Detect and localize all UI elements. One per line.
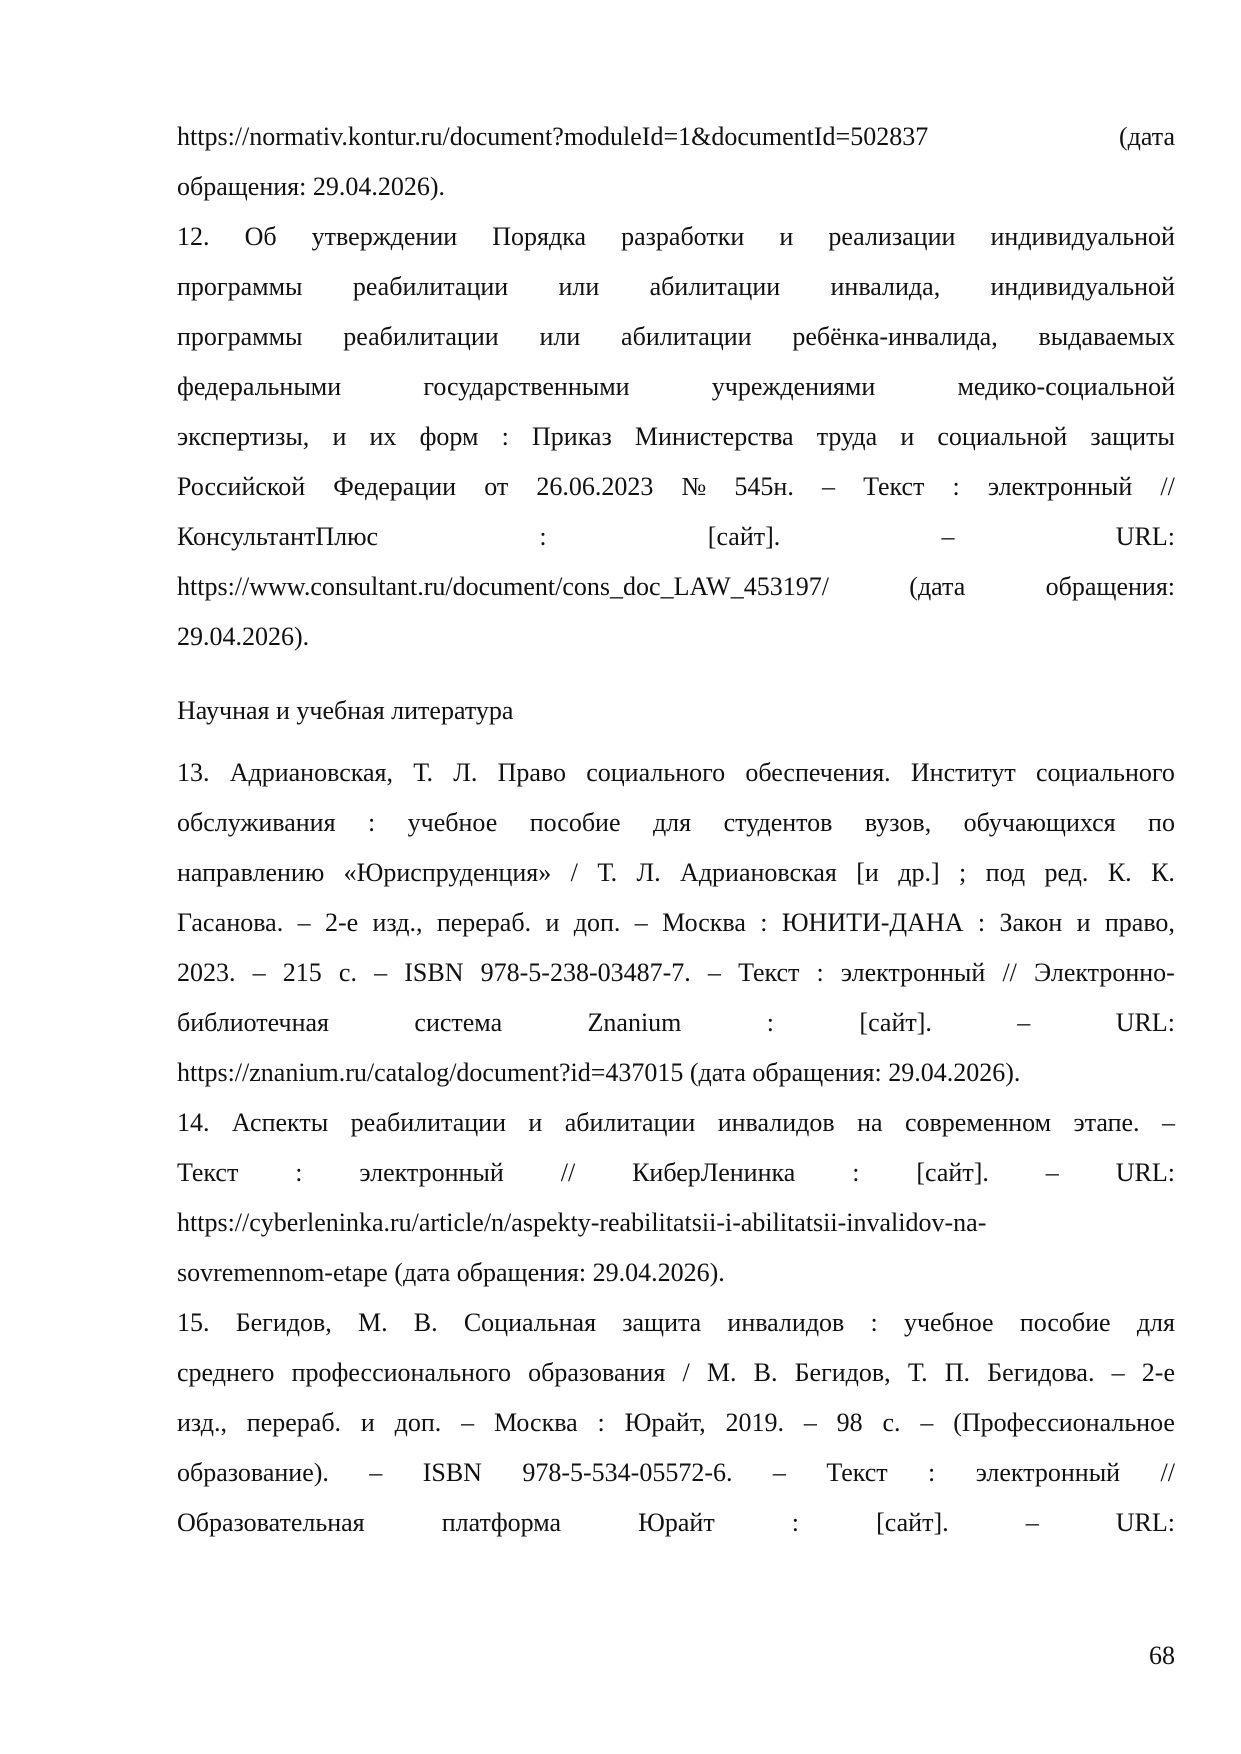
word: https://www.consultant.ru/document/cons_doc_LAW_453197/: [177, 572, 829, 601]
text-line: 29.04.2026).: [177, 622, 310, 651]
word: :: [816, 958, 824, 987]
word: Москва: [493, 1408, 578, 1437]
word: для: [1136, 1308, 1175, 1337]
word: //: [1160, 1458, 1175, 1487]
word: пособие: [1019, 1308, 1111, 1337]
word: под: [985, 858, 1026, 887]
word: 26.06.2023: [536, 472, 654, 501]
text-line: [177, 562, 1175, 612]
word: Бегидова.: [987, 1358, 1095, 1387]
text-line: [177, 412, 1175, 462]
text-line: [177, 512, 1175, 562]
word: реабилитации: [350, 1108, 506, 1137]
text-line: sovremennom-etape (дата обращения: 29.04.2026).: [177, 1258, 725, 1287]
word: Текст: [863, 472, 925, 501]
word: 98: [836, 1408, 863, 1437]
word: на: [857, 1108, 883, 1137]
word: Текст: [177, 1158, 239, 1187]
reference-15: [177, 1298, 1175, 1548]
word: Право: [497, 758, 566, 787]
word: вузов,: [864, 808, 932, 837]
word: Москва: [662, 908, 746, 937]
word: учреждениями: [711, 372, 876, 401]
word: «Юриспруденция»: [343, 858, 552, 887]
word: Юрайт: [638, 1508, 715, 1537]
word: :: [791, 1508, 800, 1537]
word: [сайт].: [707, 522, 781, 551]
word: КонсультантПлюс: [177, 522, 379, 551]
word: ISBN: [404, 958, 464, 987]
word: образование).: [177, 1458, 329, 1487]
word: по: [1148, 808, 1175, 837]
word: Образовательная: [177, 1508, 365, 1537]
text-line: [177, 1298, 1175, 1348]
word: [сайт].: [876, 1508, 949, 1537]
word: К.: [1107, 858, 1132, 887]
word: :: [597, 1408, 605, 1437]
word: ;: [959, 858, 967, 887]
word: :: [928, 1458, 936, 1487]
word: с.: [882, 1408, 901, 1437]
word: обучающихся: [963, 808, 1116, 837]
word: –: [1017, 1008, 1031, 1037]
word: В.: [413, 1308, 438, 1337]
word: доп.: [573, 908, 621, 937]
word: 13.: [177, 758, 210, 787]
word: утверждении: [311, 222, 458, 251]
word: КиберЛенинка: [632, 1158, 796, 1187]
word: Л.: [636, 858, 661, 887]
word: –: [821, 472, 835, 501]
word: Бегидов,: [235, 1308, 332, 1337]
word: 2-е: [324, 908, 359, 937]
word: направлению: [177, 858, 325, 887]
word: (дата: [909, 572, 966, 601]
word: абилитации: [649, 272, 781, 301]
text-line: [177, 462, 1175, 512]
word: право,: [1104, 908, 1175, 937]
word: Текст: [826, 1458, 888, 1487]
word: социального: [1036, 758, 1175, 787]
word: :: [766, 1008, 775, 1037]
word: программы: [177, 272, 303, 301]
word: [сайт].: [916, 1158, 989, 1187]
word: или: [539, 322, 581, 351]
word: М.: [706, 1358, 737, 1387]
word: обращения:: [1045, 572, 1175, 601]
word: Т.: [597, 858, 618, 887]
word: Адриановская: [680, 858, 837, 887]
word: :: [295, 1158, 303, 1187]
word: :: [501, 422, 509, 451]
text-line: [177, 898, 1175, 948]
bibliography-text: [177, 112, 1175, 1548]
word: (Профессиональное: [953, 1408, 1175, 1437]
word: №: [681, 472, 707, 501]
word: :: [870, 1308, 878, 1337]
word: труда: [816, 422, 878, 451]
word: студентов: [723, 808, 833, 837]
word: –: [803, 1408, 817, 1437]
word: форм: [419, 422, 479, 451]
word: профессионального: [291, 1358, 511, 1387]
word: 215: [282, 958, 322, 987]
word: В.: [753, 1358, 778, 1387]
word: URL:: [1115, 522, 1175, 551]
text-line: [177, 1398, 1175, 1448]
word: ISBN: [422, 1458, 482, 1487]
word: https://normativ.kontur.ru/document?moduleId=1&documentId=502837: [177, 122, 929, 151]
word: Аспекты: [231, 1108, 329, 1137]
word: реабилитации: [343, 322, 499, 351]
word: доп.: [394, 1408, 442, 1437]
word: :: [760, 908, 768, 937]
word: //: [1002, 958, 1017, 987]
word: с.: [338, 958, 357, 987]
word: (дата: [1119, 122, 1175, 151]
word: :: [539, 522, 547, 551]
word: 15.: [177, 1308, 210, 1337]
word: –: [1111, 1358, 1125, 1387]
word: //: [560, 1158, 576, 1187]
word: Порядка: [492, 222, 587, 251]
text-line: [177, 998, 1175, 1048]
word: Т.: [907, 1358, 928, 1387]
word: Федерации: [333, 472, 457, 501]
word: –: [369, 1458, 383, 1487]
word: учебное: [407, 808, 498, 837]
word: ред.: [1044, 858, 1089, 887]
word: –: [634, 908, 648, 937]
text-line: [177, 312, 1175, 362]
word: 12.: [177, 222, 210, 251]
word: федеральными: [177, 372, 342, 401]
text-line: [177, 948, 1175, 998]
word: Л.: [453, 758, 478, 787]
word: Социальная: [463, 1308, 597, 1337]
word: –: [772, 1458, 786, 1487]
page-number: 68: [1149, 1641, 1175, 1670]
word: Электронно-: [1034, 958, 1175, 987]
text-line: [177, 798, 1175, 848]
word: Российской: [177, 472, 306, 501]
word: Об: [244, 222, 277, 251]
word: URL:: [1115, 1508, 1175, 1537]
word: Т.: [413, 758, 433, 787]
word: экспертизы,: [177, 422, 310, 451]
word: или: [558, 272, 600, 301]
word: Znanium: [587, 1008, 682, 1037]
text-line: [177, 112, 1175, 162]
word: :: [977, 908, 986, 937]
text-line: [177, 748, 1175, 798]
word: –: [941, 522, 955, 551]
reference-12: [177, 212, 1175, 662]
word: медико-социальной: [957, 372, 1175, 401]
text-line: [177, 262, 1175, 312]
word: программы: [177, 322, 303, 351]
word: перераб.: [246, 1408, 342, 1437]
word: инвалида,: [830, 272, 941, 301]
text-line: [177, 848, 1175, 898]
word: электронный: [840, 958, 986, 987]
word: –: [461, 1408, 475, 1437]
word: 978-5-534-05572-6.: [522, 1458, 733, 1487]
word: среднего: [177, 1358, 275, 1387]
word: изд.,: [177, 1408, 227, 1437]
text-line: [177, 1148, 1175, 1198]
word: защита: [622, 1308, 702, 1337]
word: защиты: [1090, 422, 1175, 451]
word: –: [1161, 1108, 1175, 1137]
word: индивидуальной: [990, 272, 1175, 301]
word: этапе.: [1073, 1108, 1140, 1137]
word: и: [1076, 908, 1091, 937]
word: [сайт].: [859, 1008, 932, 1037]
word: электронный: [359, 1158, 504, 1187]
word: реализации: [828, 222, 956, 251]
text-line: [177, 1348, 1175, 1398]
word: ЮНИТИ-ДАНА: [781, 908, 964, 937]
word: социальной: [937, 422, 1068, 451]
word: и: [360, 1408, 375, 1437]
word: выдаваемых: [1038, 322, 1175, 351]
word: П.: [944, 1358, 971, 1387]
word: Закон: [999, 908, 1063, 937]
text-line: [177, 1098, 1175, 1148]
word: –: [252, 958, 266, 987]
word: Текст: [738, 958, 800, 987]
word: Министерства: [634, 422, 794, 451]
word: абилитации: [621, 322, 752, 351]
word: библиотечная: [177, 1008, 330, 1037]
word: и: [545, 908, 560, 937]
word: перераб.: [436, 908, 532, 937]
text-line: обращения: 29.04.2026).: [177, 172, 445, 201]
word: 978-5-238-03487-7.: [480, 958, 691, 987]
word: Адриановская,: [229, 758, 393, 787]
word: –: [920, 1408, 934, 1437]
word: :: [367, 808, 376, 837]
word: электронный: [987, 472, 1133, 501]
word: образования: [528, 1358, 666, 1387]
word: :: [852, 1158, 860, 1187]
word: [и: [856, 858, 879, 887]
word: и: [900, 422, 915, 451]
word: /: [682, 1358, 690, 1387]
word: 2023.: [177, 958, 236, 987]
word: Приказ: [532, 422, 612, 451]
word: государственными: [423, 372, 630, 401]
text-line: https://znanium.ru/catalog/document?id=437015 (дата обращения: 29.04.2026).: [177, 1058, 1021, 1087]
reference-11-tail: [177, 112, 1175, 212]
word: социального: [586, 758, 726, 787]
word: изд.,: [372, 908, 423, 937]
word: и: [528, 1108, 543, 1137]
word: 2-е: [1141, 1358, 1175, 1387]
word: –: [297, 908, 311, 937]
word: Институт: [910, 758, 1016, 787]
word: –: [1025, 1508, 1039, 1537]
word: их: [369, 422, 397, 451]
word: пособие: [529, 808, 621, 837]
word: инвалидов: [717, 1108, 835, 1137]
word: –: [707, 958, 721, 987]
word: учебное: [903, 1308, 994, 1337]
word: обеспечения.: [745, 758, 891, 787]
word: Бегидов,: [794, 1358, 891, 1387]
text-line: [177, 362, 1175, 412]
word: 14.: [177, 1108, 210, 1137]
word: –: [374, 958, 388, 987]
word: URL:: [1115, 1158, 1175, 1187]
word: электронный: [975, 1458, 1121, 1487]
word: 545н.: [734, 472, 794, 501]
word: URL:: [1115, 1008, 1175, 1037]
text-line: https://cyberleninka.ru/article/n/aspekty-reabilitatsii-i-abilitatsii-invalidov-na-: [177, 1208, 987, 1237]
section-heading: Научная и учебная литература: [177, 696, 514, 725]
text-line: [177, 212, 1175, 262]
word: от: [484, 472, 509, 501]
reference-13: [177, 748, 1175, 1098]
word: //: [1160, 472, 1175, 501]
word: :: [952, 472, 960, 501]
word: обслуживания: [177, 808, 336, 837]
word: ребёнка-инвалида,: [792, 322, 998, 351]
word: абилитации: [564, 1108, 696, 1137]
word: для: [652, 808, 692, 837]
word: Юрайт,: [624, 1408, 706, 1437]
reference-14: [177, 1098, 1175, 1298]
word: Гасанова.: [177, 908, 284, 937]
word: инвалидов: [727, 1308, 845, 1337]
text-line: [177, 1448, 1175, 1498]
word: разработки: [621, 222, 745, 251]
word: и: [332, 422, 347, 451]
word: современном: [904, 1108, 1052, 1137]
text-line: [177, 1498, 1175, 1548]
word: М.: [357, 1308, 388, 1337]
word: система: [414, 1008, 503, 1037]
word: др.]: [898, 858, 940, 887]
word: индивидуальной: [990, 222, 1175, 251]
word: и: [779, 222, 794, 251]
word: К.: [1151, 858, 1175, 887]
word: –: [1045, 1158, 1059, 1187]
word: /: [570, 858, 578, 887]
word: платформа: [441, 1508, 562, 1537]
word: реабилитации: [352, 272, 509, 301]
word: 2019.: [725, 1408, 785, 1437]
